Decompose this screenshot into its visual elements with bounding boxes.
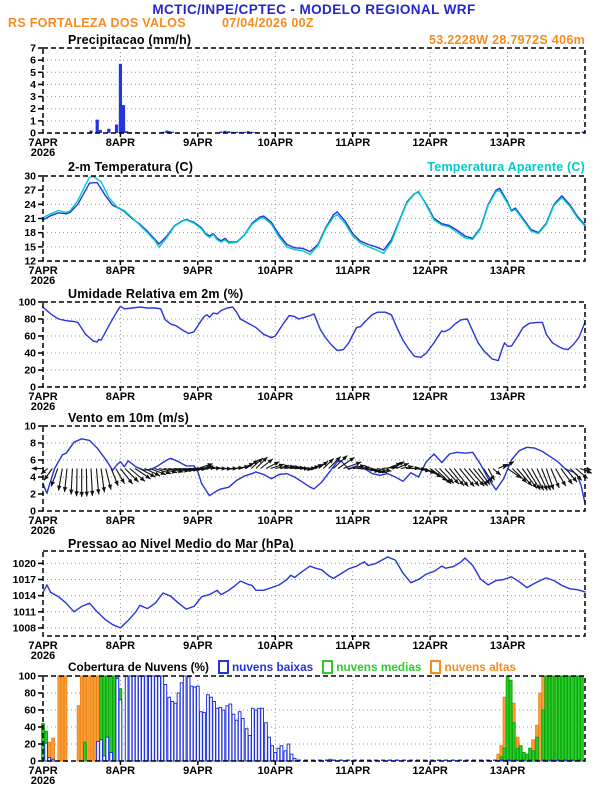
svg-text:80: 80 [24,687,36,700]
svg-text:60: 60 [24,704,36,717]
svg-text:60: 60 [24,330,36,343]
svg-text:12: 12 [24,255,36,268]
svg-text:12APR: 12APR [412,515,448,527]
svg-text:1008: 1008 [12,622,36,635]
svg-text:11APR: 11APR [335,765,371,777]
svg-text:5: 5 [30,66,36,79]
svg-text:15: 15 [24,241,36,254]
svg-text:8APR: 8APR [105,265,136,277]
panel-title-apparent-temperature: Temperatura Aparente (C) [427,160,585,174]
humidity-plot [0,296,612,412]
svg-text:7APR: 7APR [28,765,58,777]
svg-text:7APR: 7APR [28,265,58,277]
svg-text:9APR: 9APR [183,765,213,777]
panel-title-precipitation: Precipitacao (mm/h) [68,33,192,47]
svg-text:2026: 2026 [30,775,56,786]
svg-text:100: 100 [18,670,36,683]
panel-title-wind: Vento em 10m (m/s) [68,411,190,425]
svg-text:40: 40 [24,721,36,734]
svg-text:18: 18 [24,227,36,240]
svg-text:30: 30 [24,170,36,183]
svg-text:11APR: 11APR [335,515,371,527]
svg-text:11APR: 11APR [335,265,371,277]
svg-text:13APR: 13APR [489,640,526,652]
svg-text:6: 6 [30,54,36,67]
svg-text:13APR: 13APR [489,265,526,277]
page-title: MCTIC/INPE/CPTEC - MODELO REGIONAL WRF [152,2,476,17]
svg-text:100: 100 [18,296,36,309]
svg-text:13APR: 13APR [489,765,526,777]
svg-text:8APR: 8APR [105,137,136,149]
svg-text:13APR: 13APR [489,137,526,149]
pressure-plot [0,545,612,661]
svg-text:7APR: 7APR [28,515,58,527]
svg-text:1020: 1020 [12,557,36,570]
svg-text:8: 8 [30,437,36,450]
svg-text:10APR: 10APR [257,765,294,777]
svg-text:11APR: 11APR [335,640,371,652]
svg-text:1011: 1011 [13,606,36,619]
svg-text:8APR: 8APR [105,391,136,403]
svg-text:1017: 1017 [12,574,36,587]
svg-text:8APR: 8APR [105,765,136,777]
svg-text:7APR: 7APR [28,640,58,652]
svg-text:9APR: 9APR [183,640,213,652]
svg-text:20: 20 [24,738,36,751]
svg-text:21: 21 [24,213,36,225]
svg-text:10APR: 10APR [257,515,294,527]
svg-text:0: 0 [30,505,36,518]
svg-text:27: 27 [24,184,36,197]
svg-text:9APR: 9APR [183,515,213,527]
svg-text:10APR: 10APR [257,137,294,149]
svg-text:12APR: 12APR [412,640,448,652]
svg-text:1014: 1014 [12,590,36,603]
svg-text:11APR: 11APR [335,391,371,403]
svg-text:8APR: 8APR [105,640,136,652]
precipitation-plot [0,42,612,158]
wind-plot [0,420,612,536]
svg-text:0: 0 [30,755,36,768]
svg-text:24: 24 [24,198,36,211]
station-run-row [8,16,314,30]
panel-title-pressure: Pressao ao Nivel Medio do Mar (hPa) [68,537,294,551]
panel-title-clouds: Cobertura de Nuvens (%) [68,660,209,674]
svg-text:10: 10 [24,420,36,433]
svg-text:10APR: 10APR [257,391,294,403]
svg-text:10APR: 10APR [257,265,294,277]
svg-text:2026: 2026 [30,401,56,412]
svg-text:0: 0 [30,127,36,140]
svg-text:4: 4 [30,471,36,484]
svg-text:12APR: 12APR [412,765,448,777]
svg-text:0: 0 [30,381,36,394]
temperature-plot [0,170,612,286]
svg-text:13APR: 13APR [489,391,526,403]
svg-text:3: 3 [30,91,36,104]
svg-text:13APR: 13APR [489,515,526,527]
svg-text:2026: 2026 [30,147,56,158]
svg-text:2: 2 [30,488,36,501]
cloud-cover-plot [0,670,612,786]
svg-text:2026: 2026 [30,525,56,536]
svg-text:2: 2 [30,103,36,116]
svg-text:40: 40 [24,347,36,360]
svg-text:10APR: 10APR [257,640,294,652]
svg-text:1: 1 [30,115,36,128]
svg-text:11APR: 11APR [335,137,371,149]
svg-text:9APR: 9APR [183,391,213,403]
svg-text:6: 6 [30,454,36,467]
svg-text:2026: 2026 [30,275,56,286]
svg-text:12APR: 12APR [412,137,448,149]
svg-text:8APR: 8APR [105,515,136,527]
svg-text:9APR: 9APR [183,265,213,277]
station-name: RS FORTALEZA DOS VALOS [8,16,186,30]
station-coordinates: 53.2228W 28.7972S 406m [428,33,585,47]
svg-text:12APR: 12APR [412,265,448,277]
svg-text:7APR: 7APR [28,391,58,403]
svg-text:20: 20 [24,364,36,377]
legend-label-low-clouds: nuvens baixas [231,660,314,674]
panel-title-temperature: 2-m Temperatura (C) [68,160,194,174]
svg-text:9APR: 9APR [183,137,213,149]
legend-label-mid-clouds: nuvens medias [336,660,422,674]
panel-title-humidity: Umidade Relativa em 2m (%) [68,287,244,301]
run-datetime: 07/04/2026 00Z [222,16,314,30]
svg-text:2026: 2026 [30,650,56,661]
svg-text:7APR: 7APR [28,137,58,149]
svg-text:12APR: 12APR [412,391,448,403]
svg-text:80: 80 [24,313,36,326]
svg-text:4: 4 [30,78,36,91]
svg-text:7: 7 [30,42,36,55]
legend-label-high-clouds: nuvens altas [444,660,516,674]
